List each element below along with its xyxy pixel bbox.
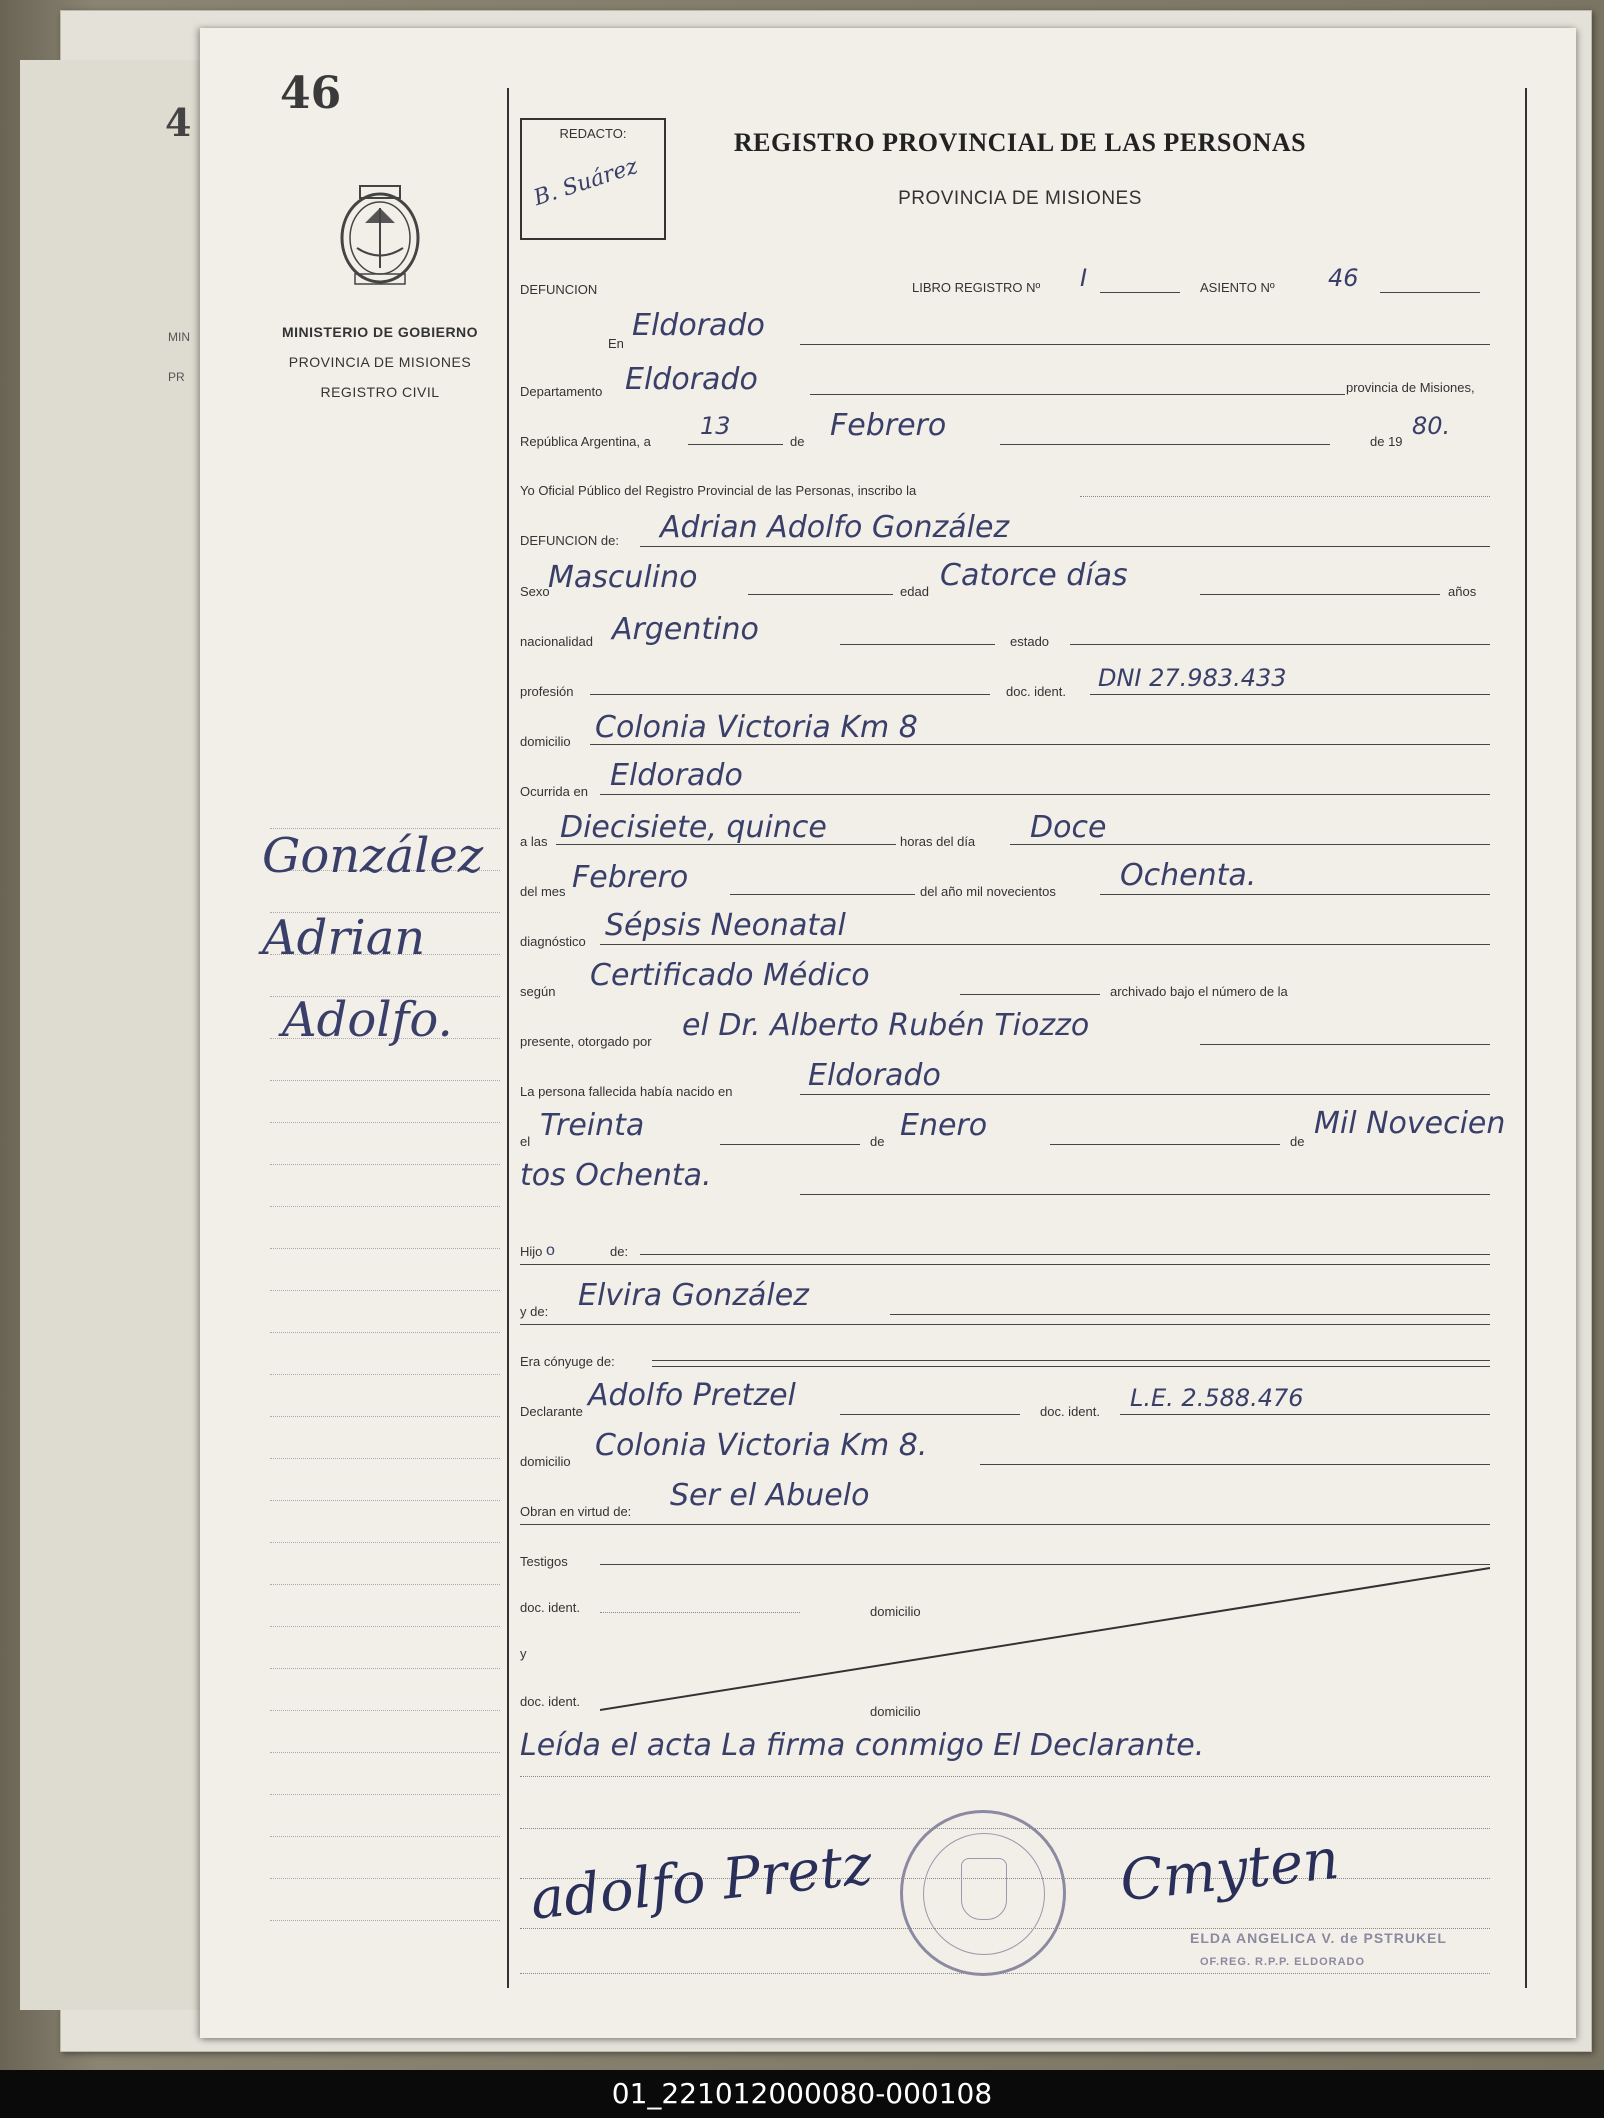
en-value: Eldorado: [632, 308, 765, 343]
oficial-text: Yo Oficial Público del Registro Provincial de las Personas, inscribo la: [520, 483, 917, 498]
obran-value: Ser el Abuelo: [670, 1478, 870, 1513]
testigos-label: Testigos: [520, 1554, 568, 1569]
ocurrida-value: Eldorado: [610, 758, 743, 793]
testigo2-doc-label: doc. ident.: [520, 1694, 580, 1709]
domicilio-value: Colonia Victoria Km 8: [595, 710, 918, 745]
del-anio-label: del año mil novecientos: [920, 884, 1056, 899]
margin-surname: González: [262, 828, 484, 884]
oficial-signature: Cmyten: [1117, 1826, 1343, 1915]
estado-label: estado: [1010, 634, 1050, 649]
del-anio-value: Ochenta.: [1120, 858, 1257, 893]
closing-text: Leída el acta La firma conmigo El Declarante.: [520, 1728, 1205, 1763]
edad-value: Catorce días: [940, 558, 1128, 593]
departamento-value: Eldorado: [625, 362, 758, 397]
registry-title: REGISTRO PROVINCIAL DE LAS PERSONAS: [733, 128, 1307, 157]
a-las-value: Diecisiete, quince: [560, 810, 827, 845]
edad-label: edad: [900, 584, 929, 599]
ministry-block: [260, 324, 500, 414]
provincia-label: provincia de Misiones,: [1346, 380, 1475, 395]
official-seal-stamp: [900, 1810, 1066, 1976]
departamento-label: Departamento: [520, 384, 603, 399]
hijo-o: o: [546, 1242, 555, 1259]
ministry-province: PROVINCIA DE MISIONES: [288, 354, 472, 370]
republica-label: República Argentina, a: [520, 434, 651, 449]
deceased-name: Adrian Adolfo González: [660, 510, 1010, 545]
defuncion-de-label: DEFUNCION de:: [520, 533, 619, 548]
en-label: En: [608, 336, 624, 351]
presente-value: el Dr. Alberto Rubén Tiozzo: [682, 1008, 1090, 1043]
oficial-stamp-name: ELDA ANGELICA V. de PSTRUKEL: [1190, 1930, 1447, 1946]
declarante-signature: adolfo Pretz: [527, 1832, 876, 1933]
page-number: 46: [280, 68, 342, 119]
nacionalidad-value: Argentino: [612, 612, 759, 647]
continuation-value: tos Ochenta.: [520, 1158, 712, 1193]
conyuge-label: Era cónyuge de:: [520, 1354, 615, 1369]
y-label: y: [520, 1646, 527, 1661]
underlying-page-number: 4: [165, 100, 192, 145]
hijo-label: Hijo: [520, 1244, 543, 1259]
provincial-coat-of-arms-icon: [335, 178, 425, 288]
de-anio-label: de 19: [1370, 434, 1403, 449]
horas-value: Doce: [1030, 810, 1107, 845]
testigos-strike-line: [600, 1560, 1500, 1720]
de2-label: de: [870, 1134, 885, 1149]
a-las-label: a las: [520, 834, 548, 849]
domicilio-label: domicilio: [520, 734, 571, 749]
presente-label: presente, otorgado por: [520, 1034, 652, 1049]
segun-label: según: [520, 984, 556, 999]
mes-value: Febrero: [830, 408, 947, 443]
margin-first-name: Adrian: [262, 910, 426, 966]
del-mes-label: del mes: [520, 884, 566, 899]
del-mes-value: Febrero: [572, 860, 689, 895]
image-id-footer: 01_221012000080-000108: [0, 2070, 1604, 2118]
nacido-value: Eldorado: [808, 1058, 941, 1093]
ministry-registry: REGISTRO CIVIL: [320, 384, 440, 400]
archivado-label: archivado bajo el número de la: [1110, 984, 1288, 999]
registry-subtitle: PROVINCIA DE MISIONES: [898, 188, 1142, 209]
ocurrida-label: Ocurrida en: [520, 784, 588, 799]
declarante-dom-value: Colonia Victoria Km 8.: [595, 1428, 928, 1463]
hijo-de-label: de:: [610, 1244, 629, 1259]
underlying-fragment: MIN: [168, 330, 190, 344]
declarante-label: Declarante: [520, 1404, 583, 1419]
nacido-label: La persona fallecida había nacido en: [520, 1084, 733, 1099]
redacto-box: [520, 118, 666, 240]
segun-value: Certificado Médico: [590, 958, 870, 993]
testigo1-doc-label: doc. ident.: [520, 1600, 580, 1615]
anio-value: 80.: [1412, 412, 1451, 440]
de3-value: Mil Novecien: [1314, 1106, 1506, 1141]
obran-label: Obran en virtud de:: [520, 1504, 632, 1519]
diagnostico-label: diagnóstico: [520, 934, 586, 949]
redacto-value: B. Suárez: [530, 153, 641, 212]
declarante-dom-label: domicilio: [520, 1454, 571, 1469]
defuncion-heading: DEFUNCION: [520, 282, 598, 297]
diagnostico-value: Sépsis Neonatal: [605, 908, 846, 943]
dia-value: 13: [700, 412, 731, 440]
mother-name: Elvira González: [578, 1278, 809, 1313]
declarante-value: Adolfo Pretzel: [588, 1378, 796, 1413]
testigo2-dom-label: domicilio: [870, 1704, 921, 1719]
sexo-value: Masculino: [548, 560, 698, 595]
declarante-doc-value: L.E. 2.588.476: [1130, 1384, 1304, 1412]
libro-value: I: [1080, 264, 1088, 292]
profesion-label: profesión: [520, 684, 574, 699]
de2-value: Enero: [900, 1108, 988, 1143]
document-page: [200, 28, 1576, 2038]
nacionalidad-label: nacionalidad: [520, 634, 594, 649]
el-label: el: [520, 1134, 531, 1149]
underlying-fragment: PR: [168, 370, 185, 384]
doc-ident-value: DNI 27.983.433: [1098, 664, 1287, 692]
el-value: Treinta: [540, 1108, 645, 1143]
ministry-name: MINISTERIO DE GOBIERNO: [281, 324, 479, 340]
declarante-doc-label: doc. ident.: [1040, 1404, 1100, 1419]
doc-ident-label: doc. ident.: [1006, 684, 1066, 699]
redacto-label: REDACTO:: [559, 126, 627, 141]
asiento-value: 46: [1328, 264, 1359, 292]
margin-middle-name: Adolfo.: [282, 992, 453, 1048]
underlying-page-edge: [20, 60, 221, 2010]
anios-label: años: [1448, 584, 1477, 599]
libro-label: LIBRO REGISTRO Nº: [912, 280, 1041, 295]
y-de-label: y de:: [520, 1304, 549, 1319]
testigo1-dom-label: domicilio: [870, 1604, 921, 1619]
sexo-label: Sexo: [520, 584, 550, 599]
de3-label: de: [1290, 1134, 1305, 1149]
oficial-stamp-title: OF.REG. R.P.P. ELDORADO: [1200, 1956, 1366, 1968]
horas-label: horas del día: [900, 834, 976, 849]
de-label: de: [790, 434, 805, 449]
asiento-label: ASIENTO Nº: [1200, 280, 1275, 295]
